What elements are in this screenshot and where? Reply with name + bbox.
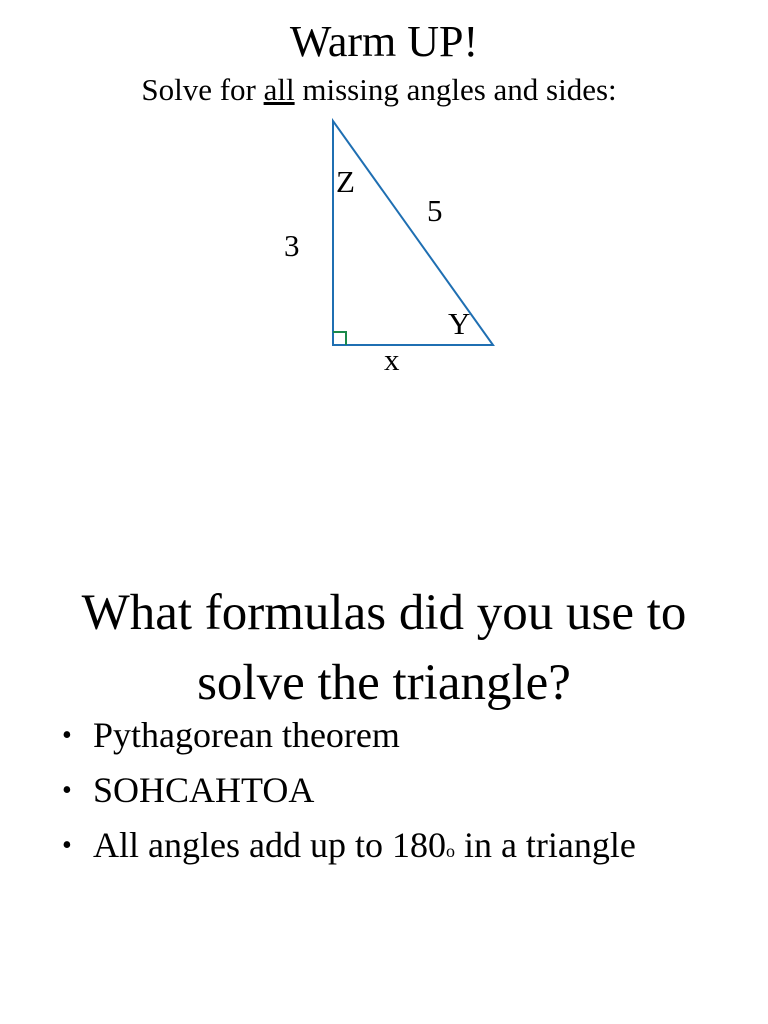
bullet-icon: • <box>62 720 72 751</box>
title-line-2: solve the triangle? <box>197 655 571 711</box>
vertical-side-label: 3 <box>284 228 300 263</box>
list-item <box>62 763 636 818</box>
title-line-1: What formulas did you use to <box>81 585 687 641</box>
list-item <box>62 708 636 763</box>
list-item <box>62 818 636 879</box>
slide-title: Warm UP! <box>289 17 479 66</box>
formula-list <box>62 708 636 879</box>
angle-z-label: Z <box>336 164 355 199</box>
bullet-text: Pythagorean theorem <box>93 715 400 755</box>
instruction-emphasis: all <box>263 72 295 107</box>
bullet-text-before: All angles add up to 180 <box>93 825 446 865</box>
horizontal-side-label: x <box>384 342 400 377</box>
formulas-slide <box>0 512 768 1024</box>
degree-symbol: o <box>445 841 455 861</box>
bullet-icon: • <box>62 830 72 861</box>
instruction-before: Solve for <box>141 72 264 107</box>
hypotenuse-label: 5 <box>427 193 443 228</box>
instruction-after: missing angles and sides: <box>294 72 617 107</box>
bullet-text-after: in a triangle <box>454 825 636 865</box>
right-angle-marker <box>333 332 346 345</box>
slide-title <box>0 578 768 718</box>
angle-y-label: Y <box>448 306 471 341</box>
bullet-icon: • <box>62 775 72 806</box>
bullet-text: SOHCAHTOA <box>93 770 315 810</box>
